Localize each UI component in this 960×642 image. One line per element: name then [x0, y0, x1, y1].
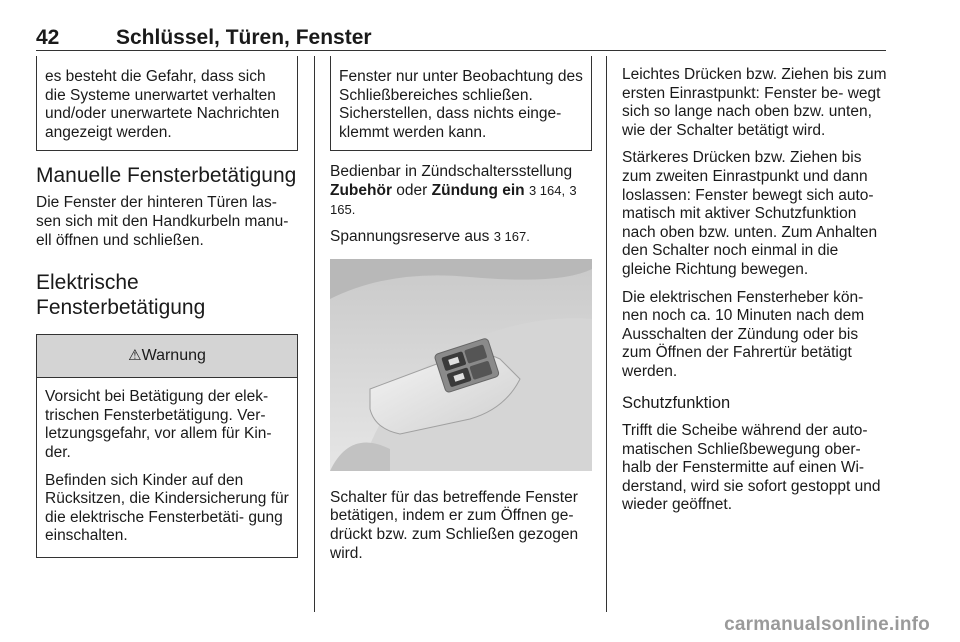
paragraph-ignition: [330, 163, 592, 219]
continued-warning-text: es besteht die Gefahr, dass sich die Systeme unerwartet verhalten und/oder unerwartete Nachrichten angezeigt werden.: [45, 68, 280, 141]
column-1: [36, 56, 298, 558]
figure-caption: Schalter für das betreffende Fenster betätigen, indem er zum Öffnen ge- drückt bzw. zum Schließen gezogen wird.: [330, 488, 579, 562]
warning-body: [37, 378, 297, 557]
bold-ignition-on: Zündung ein: [431, 181, 525, 199]
text: Spannungsreserve aus: [330, 228, 494, 246]
warning-triangle-icon: ⚠: [128, 347, 142, 365]
column-divider: [606, 56, 607, 612]
paragraph-after-ignition: Die elektrischen Fensterheber kön- nen noch ca. 10 Minuten nach dem Ausschalten der Zündung oder bis zum Öffnen der Fahrertür betätigt werden.: [622, 288, 865, 380]
text: oder: [392, 181, 432, 199]
column-divider: [314, 56, 315, 612]
paragraph-strong-press: Stärkeres Drücken bzw. Ziehen bis zum zweiten Einrastpunkt und dann loslassen: Fenster bewegt sich auto- matisch mit aktiver Schutzfunktion nach oben bzw. unten. Zum Anhalten den Schalter noch einmal in die gleiche Richtung bewegen.: [622, 149, 878, 278]
warning-paragraph: Befinden sich Kinder auf den Rücksitzen, die Kindersicherung für die elektrische Fensterbetäti- gung einschalten.: [45, 471, 289, 545]
heading-protection: Schutzfunktion: [622, 393, 731, 412]
window-switch-illustration: [330, 259, 592, 471]
column-2: [330, 56, 592, 572]
paragraph-manual-windows: Die Fenster der hinteren Türen las- sen sich mit den Handkurbeln manu- ell öffnen und schließen.: [36, 194, 289, 249]
continued-warning-text: Fenster nur unter Beobachtung des Schließbereiches schließen. Sicherstellen, dass nichts einge- klemmt werden kann.: [339, 68, 583, 141]
page-number: 42: [36, 26, 60, 49]
watermark-text: carmanualsonline.info: [724, 614, 930, 635]
paragraph-power-reserve: [330, 228, 592, 247]
paragraph-light-press: Leichtes Drücken bzw. Ziehen bis zum ersten Einrastpunkt: Fenster be- wegt sich so lange nach oben bzw. unten, wie der Schalter betätigt wird.: [622, 66, 887, 139]
paragraph-protection: Trifft die Scheibe während der auto- matischen Schließbewegung ober- halb der Fenstermitte auf einen Wi- derstand, wird sie sofort gestoppt und wieder geöffnet.: [622, 422, 881, 514]
warning-title: Warnung: [141, 347, 206, 365]
heading-manual-windows: Manuelle Fensterbetätigung: [36, 164, 297, 188]
warning-paragraph: Vorsicht bei Betätigung der elek- trischen Fensterbetätigung. Ver- letzungsgefahr, vor allem für Kin- der.: [45, 388, 272, 461]
page-title: Schlüssel, Türen, Fenster: [116, 26, 372, 49]
page-reference: 3 167.: [493, 229, 530, 245]
text: Bedienbar in Zündschaltersstellung: [330, 163, 573, 181]
header-rule: [36, 50, 886, 51]
continued-warning-box: [36, 56, 298, 151]
warning-header: [37, 335, 297, 378]
column-3: [622, 56, 888, 524]
page-reference: 3 164,: [528, 182, 566, 198]
heading-electric-windows: Elektrische Fensterbetätigung: [36, 271, 206, 320]
continued-warning-box: [330, 56, 592, 151]
window-switch-figure: [330, 259, 592, 471]
page-reference: 3 165.: [330, 182, 577, 217]
warning-box: [36, 334, 298, 558]
bold-accessory: Zubehör: [330, 181, 392, 199]
